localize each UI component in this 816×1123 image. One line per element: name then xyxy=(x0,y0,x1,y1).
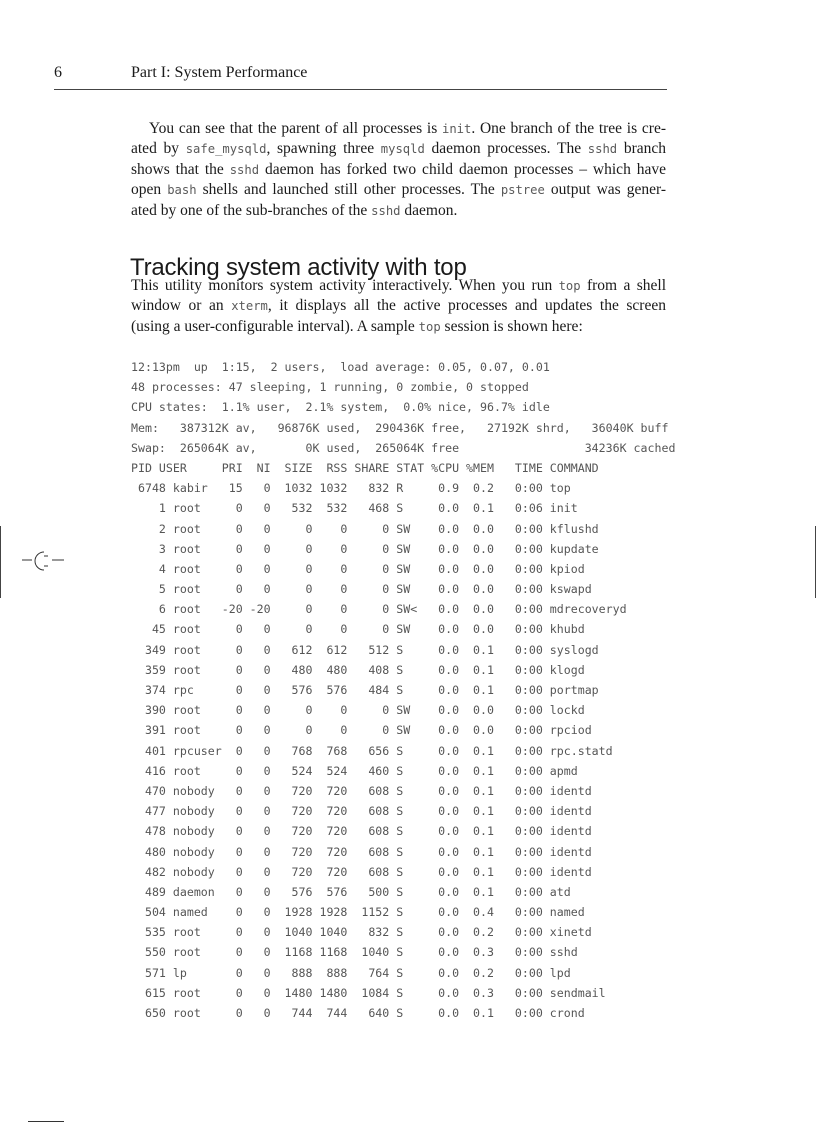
text-run: , it displays all the active processes and updates the screen xyxy=(267,297,666,315)
text-run: ated by one of the sub-branches of the xyxy=(131,201,372,219)
text-line xyxy=(131,180,666,200)
text-run: window or an xyxy=(131,297,232,315)
text-line xyxy=(131,296,666,316)
text-run: output was gener- xyxy=(544,181,666,199)
text-run: ated by xyxy=(131,140,186,158)
process-row: 650 root 0 0 744 744 640 S 0.0 0.1 0:00 crond xyxy=(131,1006,585,1020)
process-row: 45 root 0 0 0 0 0 SW 0.0 0.0 0:00 khubd xyxy=(131,622,585,637)
text-line xyxy=(131,201,666,221)
intro-paragraph xyxy=(131,119,666,221)
process-row: 504 named 0 0 1928 1928 1152 S 0.0 0.4 0:00 named xyxy=(131,905,585,920)
text-run: shells and launched still other processes. The xyxy=(196,181,501,199)
process-row: 391 root 0 0 0 0 0 SW 0.0 0.0 0:00 rpciod xyxy=(131,723,592,738)
process-row: 401 rpcuser 0 0 768 768 656 S 0.0 0.1 0:00 rpc.statd xyxy=(131,743,613,758)
inline-code: pstree xyxy=(500,183,545,198)
top-summary-line: CPU states: 1.1% user, 2.1% system, 0.0% nice, 96.7% idle xyxy=(131,400,550,415)
process-row: 374 rpc 0 0 576 576 484 S 0.0 0.1 0:00 portmap xyxy=(131,683,599,697)
inline-code: sshd xyxy=(371,203,401,218)
process-row: 478 nobody 0 0 720 720 608 S 0.0 0.1 0:00 identd xyxy=(131,824,592,839)
process-row: 416 root 0 0 524 524 460 S 0.0 0.1 0:00 apmd xyxy=(131,763,578,778)
page-number: 6 xyxy=(54,64,62,81)
top-summary-line: 12:13pm up 1:15, 2 users, load average: 0.05, 0.07, 0.01 xyxy=(131,360,550,374)
running-head: Part I: System Performance xyxy=(131,64,308,81)
text-run: (using a user-configurable interval). A sample xyxy=(131,317,419,335)
process-row: 482 nobody 0 0 720 720 608 S 0.0 0.1 0:00 identd xyxy=(131,864,592,879)
process-row: 470 nobody 0 0 720 720 608 S 0.0 0.1 0:00 identd xyxy=(131,783,592,798)
text-run: You can see that the parent of all processes is xyxy=(149,120,442,137)
bottom-crop-line xyxy=(28,1121,64,1122)
process-row: 6 root -20 -20 0 0 0 SW< 0.0 0.0 0:00 mdrecoveryd xyxy=(131,602,627,617)
inline-code: bash xyxy=(167,183,197,198)
page-header xyxy=(54,64,666,86)
process-row: 1 root 0 0 532 532 468 S 0.0 0.1 0:06 init xyxy=(131,501,578,516)
section-heading: Tracking system activity with top xyxy=(130,253,467,281)
top-column-header: PID USER PRI NI SIZE RSS SHARE STAT %CPU %MEM TIME COMMAND xyxy=(131,460,599,475)
text-run: This utility monitors system activity interactively. When you run xyxy=(131,277,559,294)
process-row: 390 root 0 0 0 0 0 SW 0.0 0.0 0:00 lockd xyxy=(131,703,585,718)
crop-mark-left xyxy=(0,526,1,598)
top-summary-line: Mem: 387312K av, 96876K used, 290436K free, 27192K shrd, 36040K buff xyxy=(131,420,669,435)
inline-code: xterm xyxy=(231,299,268,314)
top-summary-line: 48 processes: 47 sleeping, 1 running, 0 zombie, 0 stopped xyxy=(131,380,529,395)
text-run: , spawning three xyxy=(266,140,381,158)
process-row: 571 lp 0 0 888 888 764 S 0.0 0.2 0:00 lpd xyxy=(131,965,571,980)
text-run: daemon. xyxy=(400,201,458,219)
inline-code: safe_mysqld xyxy=(185,142,267,157)
text-line xyxy=(131,160,666,180)
text-run: from a shell xyxy=(580,277,666,294)
process-row: 480 nobody 0 0 720 720 608 S 0.0 0.1 0:00 identd xyxy=(131,844,592,859)
process-row: 477 nobody 0 0 720 720 608 S 0.0 0.1 0:00 identd xyxy=(131,804,592,819)
text-run: session is shown here: xyxy=(440,317,583,335)
inline-code: top xyxy=(558,279,581,293)
header-rule xyxy=(54,89,667,90)
text-run: branch xyxy=(617,140,667,158)
text-run: open xyxy=(131,181,168,199)
text-line xyxy=(131,139,666,159)
top-output xyxy=(131,357,676,1023)
inline-code: mysqld xyxy=(380,142,425,157)
text-run: daemon processes. The xyxy=(424,140,588,158)
text-run: shows that the xyxy=(131,160,230,178)
process-row: 535 root 0 0 1040 1040 832 S 0.0 0.2 0:00 xinetd xyxy=(131,925,592,940)
text-line xyxy=(131,276,666,296)
process-row: 615 root 0 0 1480 1480 1084 S 0.0 0.3 0:00 sendmail xyxy=(131,985,606,1000)
text-line xyxy=(131,119,666,139)
text-run: . One branch of the tree is cre- xyxy=(471,120,666,137)
process-row: 349 root 0 0 612 612 512 S 0.0 0.1 0:00 syslogd xyxy=(131,642,599,657)
process-row: 4 root 0 0 0 0 0 SW 0.0 0.0 0:00 kpiod xyxy=(131,561,585,576)
process-row: 3 root 0 0 0 0 0 SW 0.0 0.0 0:00 kupdate xyxy=(131,541,599,556)
inline-code: sshd xyxy=(587,142,618,157)
process-row: 489 daemon 0 0 576 576 500 S 0.0 0.1 0:00 atd xyxy=(131,884,571,899)
top-summary-line: Swap: 265064K av, 0K used, 265064K free 34236K cached xyxy=(131,440,676,455)
text-run: daemon has forked two child daemon processes – which have xyxy=(259,160,666,178)
process-row: 6748 kabir 15 0 1032 1032 832 R 0.9 0.2 0:00 top xyxy=(131,481,571,496)
inline-code: sshd xyxy=(229,162,260,177)
inline-code: top xyxy=(418,319,441,334)
process-row: 550 root 0 0 1168 1168 1040 S 0.0 0.3 0:00 sshd xyxy=(131,945,578,960)
process-row: 2 root 0 0 0 0 0 SW 0.0 0.0 0:00 kflushd xyxy=(131,521,599,536)
process-row: 5 root 0 0 0 0 0 SW 0.0 0.0 0:00 kswapd xyxy=(131,582,592,597)
section-paragraph xyxy=(131,276,666,337)
text-line xyxy=(131,317,666,337)
inline-code: init xyxy=(442,122,472,136)
process-row: 359 root 0 0 480 480 408 S 0.0 0.1 0:00 klogd xyxy=(131,662,585,677)
registration-mark-icon xyxy=(22,548,66,578)
